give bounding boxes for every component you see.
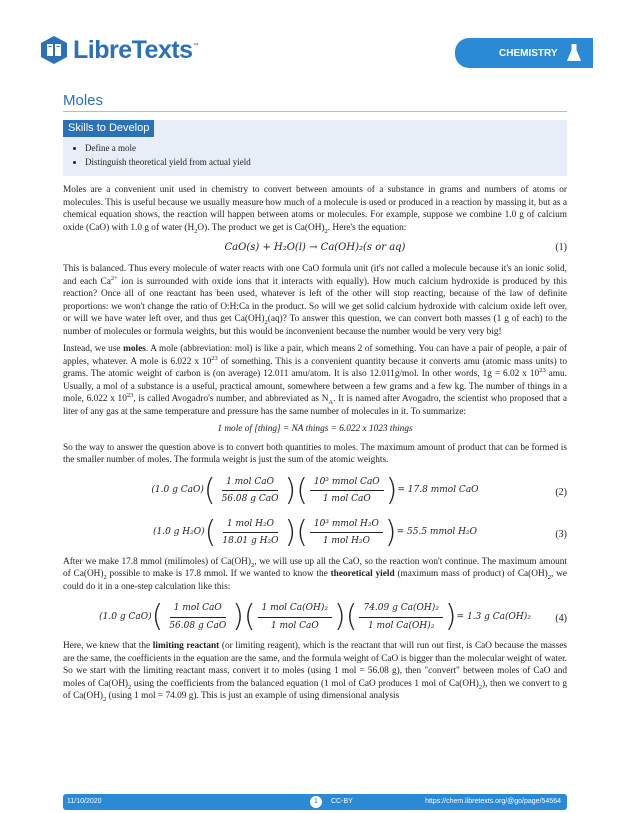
equation-4: (1.0 g CaO) ( $\frac{\text{1 mol CaO}}{\text{56.08 g CaO}}$ ) ( $\frac{\text{1 mol Ca(OH)₂}}{\text{1 mol CaO}}$ ) ( $\frac{\text{74.09 g Ca(OH)₂}}{\text{1 mol Ca(OH)₂}}$ ) = 1.3 g Ca(OH)₂ (4) <box>99 599 567 634</box>
skills-list <box>63 141 251 169</box>
libretexts-logo-icon <box>40 35 68 65</box>
skills-box <box>63 120 567 176</box>
eq4-frac2-bottom: 1 mol CaO <box>270 620 319 631</box>
title-divider <box>63 111 567 112</box>
paragraph-answer: So the way to answer the question above is to convert both quantities to moles. The maximum amount of product that can be formed is the smaller number of moles. The formula weight is just the sum of the atomic weights. <box>63 442 567 465</box>
eq2-lead: (1.0 g CaO) <box>151 485 204 496</box>
logo-text: LibreTexts <box>73 35 193 64</box>
page-title: Moles <box>63 92 104 109</box>
eq3-frac1-bottom: 18.01 g H₂O <box>222 536 279 546</box>
equation-number: (4) <box>555 613 567 624</box>
skills-item: • Distinguish theoretical yield from actual yield <box>85 155 251 169</box>
footer-page-number: 1 <box>310 796 322 808</box>
eq2-frac2-top: 10³ mmol CaO <box>310 476 384 492</box>
banner-label: CHEMISTRY <box>499 47 558 59</box>
eq3-frac2-top: 10³ mmol H₂O <box>310 518 383 534</box>
eq4-frac2-top: 1 mol Ca(OH)₂ <box>258 602 332 618</box>
skills-item: • Define a mole <box>85 141 251 155</box>
eq2-frac1-top: 1 mol CaO <box>222 476 278 492</box>
eq3-result: = 55.5 mmol H₂O <box>396 527 477 538</box>
equation-number: (1) <box>555 242 567 253</box>
footer-date: 11/10/2020 <box>67 798 102 805</box>
paragraph-theoretical-yield: After we make 17.8 mmol (milimoles) of $Ca(OH)_2$, we will use up all the CaO, so the reaction won't continue. The maximum amount of $Ca(OH)_2$ possible to make is 17.8 mmol. If we wanted to know the theoretical yield (maximum mass of product) of $Ca(OH)_2$, we could do it in a one-step calculation like this: <box>63 556 567 592</box>
eq4-frac3-top: 74.09 g Ca(OH)₂ <box>359 602 442 618</box>
skills-heading: Skills to Develop <box>63 120 154 137</box>
paragraph-limiting-reactant: Here, we knew that the limiting reactant (or limiting reagent), which is the reactant that will run out first, is CaO because the masses are the same, the coefficients in the equation are the same, and the formula weight of CaO is bigger than the molecular weight of water. So we start with the limiting reactant mass, convert it to moles (using 1 mol = 56.08 g), then "convert" between moles of CaO and moles of $Ca(OH)_2$ using the coefficients from the balanced equation (1 mol of CaO produces 1 mol of $Ca(OH)_2$), then we convert to g of $Ca(OH)_2$ (using 1 mol = 74.09 g). This is just an example of using dimensional analysis <box>63 641 568 703</box>
logo-trademark: ™ <box>192 43 199 49</box>
eq3-frac1-top: 1 mol H₂O <box>223 518 278 534</box>
eq3-lead: (1.0 g H₂O) <box>153 527 205 538</box>
page-footer <box>63 794 567 810</box>
eq3-frac2-bottom: 1 mol H₂O <box>322 536 370 546</box>
paragraph-balanced: This is balanced. Thus every molecule of water reacts with one CaO formula unit (it's not called a molecule because it's an ionic solid, and each $Ca^{2+}$ ion is surrounded with oxide ions that it interacts with equally). How much calcium hydroxide is produced by this reaction? Once all of one reactant has been used, whatever is left of the other will stop reacting, because of the law of definite proportions: we won't change the ratio of O:H:Ca in the product. So will we get solid calcium hydroxide with calcium oxide left over, or will we have water left over, and thus get $Ca(OH)_2(aq)$? To answer this question, we can convert both masses (1 g of each) to the number of molecules or formula weights, but this would be inconvenient because the number would be very very big! <box>63 264 567 337</box>
chemistry-banner[interactable] <box>455 38 593 68</box>
equation-1 <box>63 239 567 263</box>
eq2-frac2-bottom: 1 mol CaO <box>322 494 371 504</box>
avogadro-summary: 1 mole of [thing] = NA things = 6.022 x 1023 things <box>217 424 413 434</box>
paragraph-mole: Instead, we use moles. A mole (abbreviation: mol) is like a pair, which means 2 of something. You can have a pair of people, a pair of apples, whatever. A mole is 6.022 x $10^{23}$ of something. This is a convenient quantity because it converts amu (atomic mass units) to grams. The atomic weight of carbon is (on average) 12.011 amu/atom. It is also 12.011g/mol. In other words, 1g = 6.02 x $10^{23}$ amu. Usually, a mol of a substance is a useful, practical amount, somewhere between a few grams and a few kg. The number of things in a mole, 6.022 x $10^{23}$, is called Avogadro's number, and abbreviated as $N_A$. It is named after Avogadro, the scientist who proposed that a liter of any gas at the same temperature and pressure has the same number of molecules in it. To summarize: <box>63 344 567 417</box>
libretexts-logo[interactable] <box>40 35 199 65</box>
article-body <box>63 184 567 708</box>
paragraph-intro: Moles are a convenient unit used in chemistry to convert between amounts of a substance in grams and numbers of atoms or molecules. This is useful because we usually measure how much of a molecule is used or produced in a reaction by massing it, but as a chemical equation shows, the reaction will happen between atoms or molecules. For example, suppose we combine 1.0 g of calcium oxide (CaO) with 1.0 g of water $(H_2O)$. The product we get is $Ca(OH)_2$. Here's the equation: <box>63 185 567 235</box>
equation-2: (1.0 g CaO) ( $\frac{\text{1 mol CaO}}{\text{56.08 g CaO}}$ ) ( $\frac{\text{10³ mmol CaO}}{\text{1 mol CaO}}$ ) = 17.8 mmol CaO (2) <box>151 472 567 508</box>
flask-icon <box>566 43 582 63</box>
equation-3: (1.0 g H₂O) ( $\frac{\text{1 mol H₂O}}{\text{18.01 g H₂O}}$ ) ( $\frac{\text{10³ mmol H₂O}}{\text{1 mol H₂O}}$ ) = 55.5 mmol H₂O (3) <box>153 514 567 550</box>
eq2-frac1-bottom: 56.08 g CaO <box>221 494 279 504</box>
eq4-frac3-bottom: 1 mol Ca(OH)₂ <box>367 620 435 631</box>
eq4-frac1-bottom: 56.08 g CaO <box>169 620 227 631</box>
equation-1-body: CaO(s) + H₂O(l) → Ca(OH)₂(s or aq) <box>224 242 406 253</box>
eq4-lead: (1.0 g CaO) <box>99 611 152 622</box>
eq4-frac1-top: 1 mol CaO <box>170 602 226 618</box>
eq2-result: = 17.8 mmol CaO <box>397 485 479 496</box>
eq4-result: = 1.3 g Ca(OH)₂ <box>456 611 531 622</box>
equation-number: (2) <box>555 486 567 498</box>
footer-license: CC-BY <box>331 798 353 805</box>
footer-url-link[interactable]: https://chem.libretexts.org/@go/page/54564 <box>425 798 561 805</box>
equation-number: (3) <box>555 528 567 540</box>
